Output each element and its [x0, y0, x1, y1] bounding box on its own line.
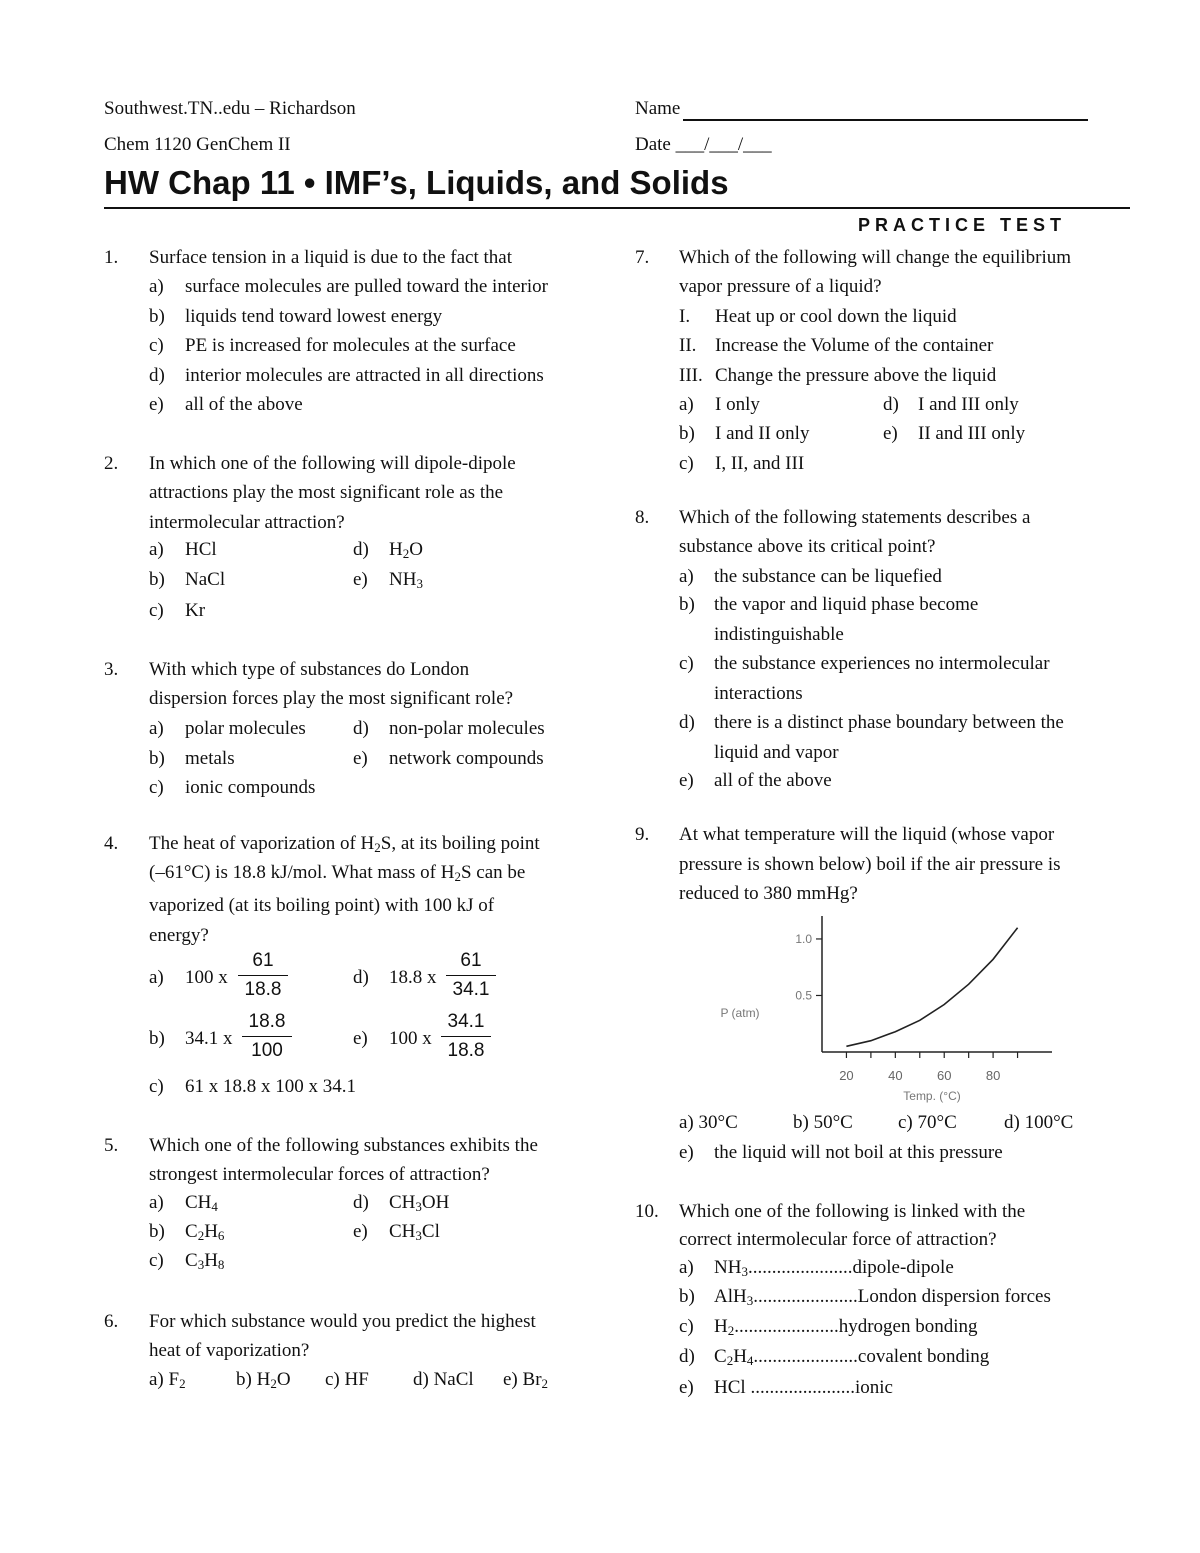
option-d[interactable]: $CH_3OH$ — [389, 1192, 450, 1214]
option-b[interactable]: b) $H_2O$ — [236, 1369, 291, 1391]
x-tick-label: 80 — [985, 1068, 1001, 1083]
y-tick-label: 0.5 — [795, 988, 812, 1003]
option-e-fraction[interactable]: $\frac{34.1}{18.8}$ — [441, 1008, 491, 1065]
question-number: 1. — [104, 247, 119, 268]
x-tick-label: 60 — [936, 1068, 952, 1083]
option-a[interactable]: a) $F_2$ — [149, 1369, 186, 1391]
option-letter[interactable]: b) — [149, 1221, 165, 1242]
question-text: pressure is shown below) boil if the air pressure is — [679, 854, 1061, 875]
question-text: attractions play the most significant role as the — [149, 482, 504, 503]
y-tick-label: 1.0 — [795, 931, 812, 946]
option-letter[interactable]: a) — [679, 394, 694, 415]
option-letter[interactable]: e) — [353, 1028, 368, 1049]
option-c[interactable]: $C_3H_8$ — [185, 1250, 225, 1272]
school-label: Southwest.TN..edu – Richardson — [104, 98, 356, 119]
option-letter[interactable]: b) — [149, 748, 165, 769]
option-b[interactable]: $C_2H_6$ — [185, 1221, 225, 1243]
option-letter[interactable]: c) — [149, 777, 164, 798]
option-c[interactable]: Kr — [185, 600, 206, 621]
question-text: Which of the following will change the equilibrium — [679, 247, 1072, 268]
y-axis-label: P (atm) — [720, 1006, 760, 1020]
option-d[interactable]: $H_2O$ — [389, 539, 423, 561]
option-letter[interactable]: c) — [149, 1250, 164, 1271]
question-text: (–61°C) is 18.8 kJ/mol. What mass of $H_2S$ can be — [149, 862, 526, 884]
option-letter[interactable]: e) — [883, 423, 898, 444]
option-letter[interactable]: e) — [679, 1377, 694, 1398]
option-c[interactable]: c) HF — [325, 1369, 369, 1390]
option-letter[interactable]: b) — [679, 594, 695, 615]
option-b[interactable]: metals — [185, 748, 235, 769]
option-d[interactable]: I and III only — [918, 394, 1019, 415]
option-letter[interactable]: e) — [353, 1221, 368, 1242]
question-text: In which one of the following will dipole-dipole — [149, 453, 516, 474]
vapor-pressure-chart — [700, 912, 1060, 1112]
option-letter[interactable]: a) — [149, 718, 164, 739]
option-e[interactable]: all of the above — [714, 770, 832, 791]
question-number: 7. — [635, 247, 650, 268]
name-label: Name — [635, 98, 681, 119]
question-text: The heat of vaporization of $H_2S$, at its boiling point — [149, 833, 540, 855]
option-a[interactable]: $NH_3......................dipole$-dipole — [714, 1257, 954, 1279]
option-letter[interactable]: d) — [353, 718, 369, 739]
question-text: vapor pressure of a liquid? — [679, 276, 882, 297]
option-letter[interactable]: a) — [149, 967, 164, 988]
option-c[interactable]: 61 x 18.8 x 100 x 34.1 — [185, 1076, 356, 1097]
option-e[interactable]: e) $Br_2$ — [503, 1369, 549, 1391]
x-axis-label: Temp. (°C) — [903, 1089, 961, 1103]
option-b-fraction[interactable]: $\frac{18.8}{100}$ — [242, 1008, 292, 1065]
statement-i: Heat up or cool down the liquid — [715, 306, 957, 327]
name-field-line[interactable] — [683, 119, 1088, 121]
option-b[interactable]: b) 50°C — [793, 1112, 853, 1133]
option-d[interactable]: d) 100°C — [1004, 1112, 1074, 1133]
option-a[interactable]: polar molecules — [185, 718, 306, 739]
option-c[interactable]: c) 70°C — [898, 1112, 957, 1133]
question-text: At what temperature will the liquid (whose vapor — [679, 824, 1055, 845]
option-letter[interactable]: d) — [679, 712, 695, 733]
option-e[interactable]: $CH_3Cl$ — [389, 1221, 440, 1243]
option-d[interactable]: there is a distinct phase boundary between the — [714, 712, 1064, 733]
option-c[interactable]: $H_2......................hydrogen$ bonding — [714, 1316, 978, 1338]
option-letter[interactable]: d) — [353, 539, 369, 560]
option-a[interactable]: HCl — [185, 539, 217, 560]
option-e[interactable]: II and III only — [918, 423, 1026, 444]
option-letter[interactable]: a) — [679, 1257, 694, 1278]
option-a-fraction[interactable]: $\frac{61}{18.8}$ — [238, 947, 288, 1004]
option-letter[interactable]: c) — [149, 600, 164, 621]
option-c[interactable]: PE is increased for molecules at the surface — [185, 335, 516, 356]
option-b[interactable]: I and II only — [715, 423, 810, 444]
question-text: intermolecular attraction? — [149, 512, 345, 533]
option-d[interactable]: d) NaCl — [413, 1369, 474, 1390]
option-e[interactable]: all of the above — [185, 394, 303, 415]
option-e[interactable]: $NH_3$ — [389, 569, 423, 591]
question-number: 5. — [104, 1135, 119, 1156]
option-letter[interactable]: e) — [149, 394, 164, 415]
statement-iii: Change the pressure above the liquid — [715, 365, 997, 386]
option-letter[interactable]: a) — [679, 566, 694, 587]
option-e[interactable]: HCl ......................ionic — [714, 1377, 893, 1398]
option-letter[interactable]: e) — [353, 748, 368, 769]
page-title: HW Chap 11 • IMF’s, Liquids, and Solids — [104, 164, 729, 201]
option-letter[interactable]: b) — [679, 423, 695, 444]
option-c-cont[interactable]: interactions — [714, 683, 803, 704]
x-tick-label: 40 — [888, 1068, 903, 1083]
option-a[interactable]: I only — [715, 394, 760, 415]
option-d-cont[interactable]: liquid and vapor — [714, 742, 839, 763]
option-letter[interactable]: d) — [149, 365, 165, 386]
option-a[interactable]: a) 30°C — [679, 1112, 738, 1133]
option-b[interactable]: NaCl — [185, 569, 226, 590]
question-number: 8. — [635, 507, 650, 528]
question-text: Which of the following statements describes a — [679, 507, 1031, 528]
question-number: 3. — [104, 659, 119, 680]
question-number: 2. — [104, 453, 119, 474]
option-letter[interactable]: c) — [149, 335, 164, 356]
option-letter[interactable]: b) — [679, 1286, 695, 1307]
option-b-coefficient[interactable]: 34.1 x — [185, 1028, 233, 1049]
question-text: For which substance would you predict the highest — [149, 1311, 536, 1332]
question-text: energy? — [149, 925, 209, 946]
option-a[interactable]: $CH_4$ — [185, 1192, 218, 1214]
course-label: Chem 1120 GenChem II — [104, 134, 291, 155]
option-e[interactable]: network compounds — [389, 748, 544, 769]
option-letter[interactable]: c) — [149, 1076, 164, 1097]
option-letter[interactable]: a) — [149, 539, 164, 560]
option-letter[interactable]: e) — [353, 569, 368, 590]
option-letter[interactable]: b) — [149, 569, 165, 590]
option-b[interactable]: liquids tend toward lowest energy — [185, 306, 443, 327]
option-b[interactable]: AlH$_3$......................London dispersion forces — [714, 1286, 1051, 1308]
option-c[interactable]: I, II, and III — [715, 453, 805, 474]
question-text: Which one of the following is linked with the — [679, 1201, 1026, 1222]
option-letter[interactable]: e) — [679, 770, 694, 791]
question-text: dispersion forces play the most significant role? — [149, 688, 514, 709]
question-text: Surface tension in a liquid is due to the fact that — [149, 247, 513, 268]
option-b-cont[interactable]: indistinguishable — [714, 624, 844, 645]
option-a[interactable]: surface molecules are pulled toward the interior — [185, 276, 548, 297]
option-d[interactable]: non-polar molecules — [389, 718, 545, 739]
option-e-coefficient[interactable]: 100 x — [389, 1028, 432, 1049]
statement-ii: Increase the Volume of the container — [715, 335, 994, 356]
option-letter[interactable]: d) — [883, 394, 899, 415]
practice-test-label: PRACTICE TEST — [858, 215, 1067, 235]
question-number: 10. — [635, 1201, 659, 1222]
question-number: 9. — [635, 824, 650, 845]
question-number: 6. — [104, 1311, 119, 1332]
option-letter[interactable]: e) — [679, 1142, 694, 1163]
option-letter[interactable]: a) — [149, 276, 164, 297]
option-b[interactable]: the vapor and liquid phase become — [714, 594, 979, 615]
option-d-coefficient[interactable]: 18.8 x — [389, 967, 437, 988]
x-tick-label: 20 — [839, 1068, 854, 1083]
name-field-label — [635, 98, 680, 120]
option-letter[interactable]: c) — [679, 1316, 694, 1337]
option-letter[interactable]: c) — [679, 653, 694, 674]
question-number: 4. — [104, 833, 119, 854]
option-a[interactable]: the substance can be liquefied — [714, 566, 942, 587]
option-letter[interactable]: d) — [353, 1192, 369, 1213]
option-letter[interactable]: b) — [149, 1028, 165, 1049]
option-d[interactable]: interior molecules are attracted in all directions — [185, 365, 544, 386]
statement-number: II. — [679, 335, 697, 356]
option-e[interactable]: the liquid will not boil at this pressure — [714, 1142, 1003, 1163]
option-c[interactable]: the substance experiences no intermolecular — [714, 653, 1050, 674]
statement-number: I. — [679, 306, 691, 327]
option-letter[interactable]: d) — [353, 967, 369, 988]
question-text: reduced to 380 mmHg? — [679, 883, 858, 904]
option-letter[interactable]: c) — [679, 453, 694, 474]
question-text: strongest intermolecular forces of attraction? — [149, 1164, 490, 1185]
option-a-coefficient[interactable]: 100 x — [185, 967, 228, 988]
date-field[interactable]: Date ___/___/___ — [635, 134, 772, 155]
option-d-fraction[interactable]: $\frac{61}{34.1}$ — [446, 947, 496, 1004]
question-text: vaporized (at its boiling point) with 100 kJ of — [149, 895, 495, 916]
option-c[interactable]: ionic compounds — [185, 777, 316, 798]
title-rule — [104, 207, 1130, 209]
question-text: With which type of substances do London — [149, 659, 470, 680]
option-d[interactable]: $C_2H_4......................covalent$ bonding — [714, 1346, 990, 1368]
vapor-pressure-curve — [846, 928, 1017, 1047]
question-text: correct intermolecular force of attraction? — [679, 1229, 997, 1250]
question-text: Which one of the following substances exhibits the — [149, 1135, 538, 1156]
question-text: heat of vaporization? — [149, 1340, 310, 1361]
option-letter[interactable]: b) — [149, 306, 165, 327]
statement-number: III. — [679, 365, 703, 386]
option-letter[interactable]: a) — [149, 1192, 164, 1213]
option-letter[interactable]: d) — [679, 1346, 695, 1367]
question-text: substance above its critical point? — [679, 536, 936, 557]
